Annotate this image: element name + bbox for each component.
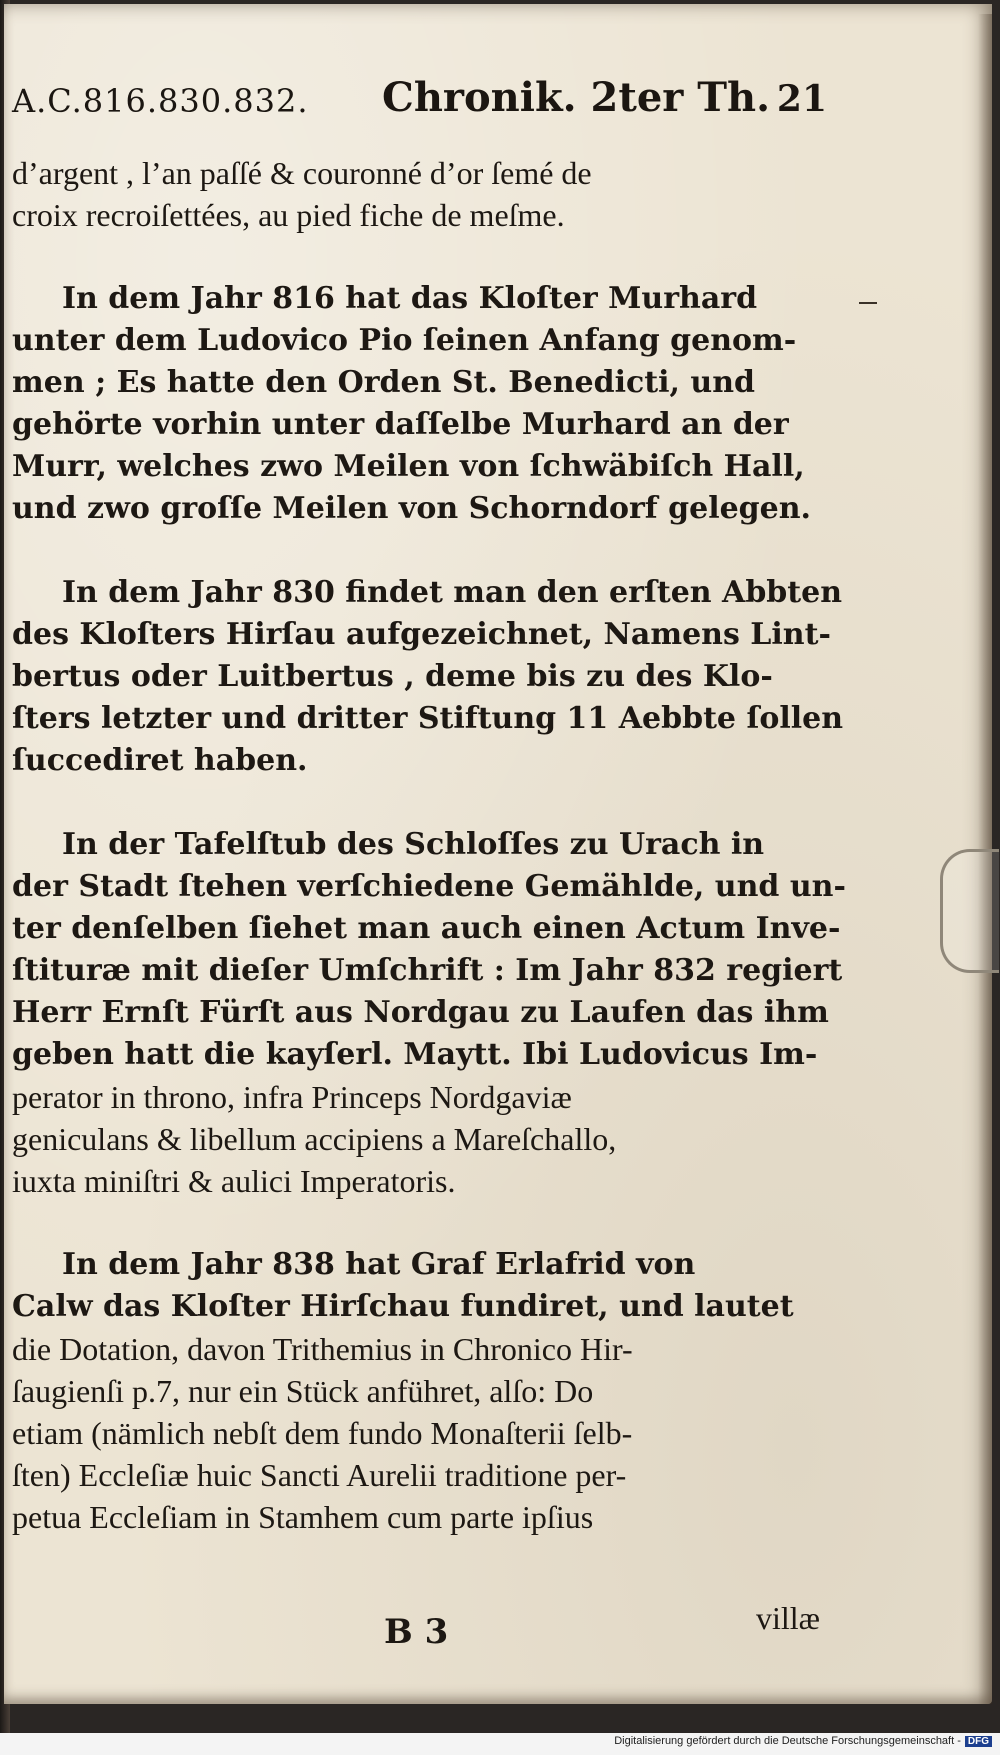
- paragraph-calw-838: [12, 1244, 827, 1538]
- funding-credit-text: Digitalisierung gefördert durch die Deutsche Forschungsgemeinschaft -: [614, 1735, 961, 1747]
- digitization-footer: [0, 1733, 1000, 1755]
- text-line: etiam (nämlich nebſt dem fundo Monaſterii ſelb-: [12, 1415, 633, 1451]
- text-line: ſtituræ mit dieſer Umſchrift : Im Jahr 832 regiert: [12, 953, 843, 988]
- paragraph-murhard: [12, 278, 827, 530]
- text-line: In dem Jahr 830 findet man den erſten Abbten: [62, 575, 843, 610]
- body-text: [12, 152, 846, 1538]
- text-line: geben hatt die kayſerl. Maytt. Ibi Ludovicus Im-: [12, 1037, 818, 1072]
- running-header: [12, 74, 827, 134]
- margin-mark: [859, 302, 877, 304]
- text-line: geniculans & libellum accipiens a Mareſchallo,: [12, 1121, 617, 1157]
- text-line: Herr Ernſt Fürſt aus Nordgau zu Laufen das ihm: [12, 995, 829, 1030]
- text-line: die Dotation, davon Trithemius in Chronico Hir-: [12, 1331, 633, 1367]
- book-page: [4, 4, 992, 1704]
- text-line: croix recroiſettées, au pied fiche de meſme.: [12, 197, 565, 233]
- text-line: In der Tafelſtub des Schloſſes zu Urach in: [62, 827, 765, 862]
- text-line: Calw das Kloſter Hirſchau fundiret, und lautet: [12, 1289, 794, 1324]
- running-title: Chronik. 2ter Th.: [382, 74, 771, 121]
- paragraph-hirsau-830: [12, 572, 844, 782]
- page-tab-marker: [940, 849, 999, 973]
- signature-mark: B 3: [384, 1612, 449, 1652]
- catchword: villæ: [756, 1600, 821, 1636]
- text-line: iuxta miniſtri & aulici Imperatoris.: [12, 1163, 456, 1199]
- text-line: perator in throno, infra Princeps Nordgaviæ: [12, 1079, 572, 1115]
- text-line: bertus oder Luitbertus , deme bis zu des Klo-: [12, 659, 773, 694]
- page-number: 21: [776, 78, 827, 120]
- text-line: der Stadt ſtehen verſchiedene Gemählde, und un-: [12, 869, 846, 904]
- paragraph-urach: [12, 824, 846, 1202]
- dfg-logo: DFG: [965, 1736, 992, 1747]
- funding-credit: [614, 1735, 992, 1747]
- paragraph-continuation: [12, 152, 827, 236]
- text-line: ſten) Eccleſiæ huic Sancti Aurelii traditione per-: [12, 1457, 627, 1493]
- text-line: des Kloſters Hirſau aufgezeichnet, Namens Lint-: [12, 617, 831, 652]
- text-line: ſaugienſi p.7, nur ein Stück anführet, alſo: Do: [12, 1373, 594, 1409]
- text-line: petua Eccleſiam in Stamhem cum parte ipſius: [12, 1499, 594, 1535]
- text-line: d’argent , l’an paſſé & couronné d’or ſemé de: [12, 155, 592, 191]
- text-line: unter dem Ludovico Pio ſeinen Anfang genom-: [12, 323, 797, 358]
- text-line: gehörte vorhin unter daſſelbe Murhard an der: [12, 407, 789, 442]
- header-years: A.C.816.830.832.: [12, 82, 309, 120]
- text-line: In dem Jahr 838 hat Graf Erlafrid von: [62, 1247, 696, 1282]
- text-line: In dem Jahr 816 hat das Kloſter Murhard: [62, 281, 758, 316]
- text-line: Murr, welches zwo Meilen von ſchwäbiſch Hall,: [12, 449, 805, 484]
- text-line: men ; Es hatte den Orden St. Benedicti, und: [12, 365, 756, 400]
- text-line: ſters letzter und dritter Stiftung 11 Aebbte ſollen: [12, 701, 844, 736]
- text-line: und zwo groſſe Meilen von Schorndorf gelegen.: [12, 491, 811, 526]
- text-line: ter denſelben ſiehet man auch einen Actum Inve-: [12, 911, 841, 946]
- text-line: ſuccediret haben.: [12, 743, 308, 778]
